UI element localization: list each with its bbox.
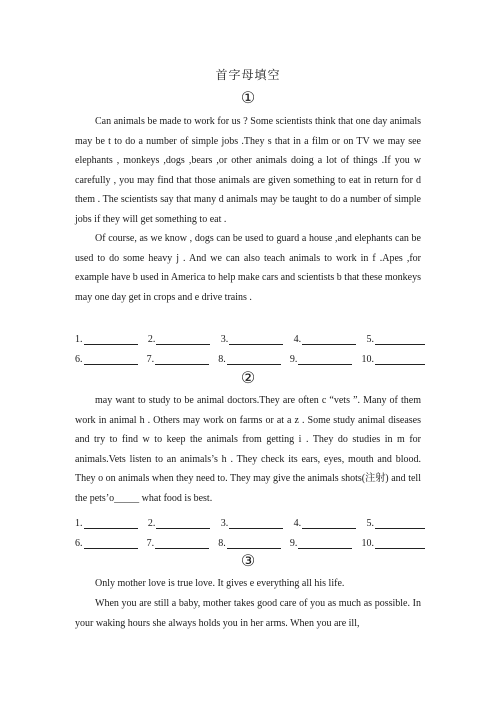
answer-line[interactable] [302,333,356,345]
answer-line[interactable] [227,353,281,365]
answer-line[interactable] [227,537,281,549]
answer-line[interactable] [375,353,425,365]
answer-blank[interactable]: 3. [221,333,284,345]
section-number-2: ② [240,370,256,387]
answer-line[interactable] [375,333,425,345]
answer-blank[interactable]: 10. [362,537,426,549]
section-1-paragraph-2: Of course, as we know , dogs can be used to guard a house ,and elephants can be used to do some heavy j . And we can also teach animals to work in f .Apes ,for example have b used in America to help make cars and scientists b that these monkeys may one day get in crops and e drive trains . [75,233,421,303]
answer-line[interactable] [229,517,283,529]
answer-blank[interactable]: 5. [367,333,426,345]
answer-blank[interactable]: 9. [290,353,353,365]
answer-blank[interactable]: 6. [75,537,138,549]
answer-row [75,325,425,345]
answer-blank[interactable]: 6. [75,353,138,365]
answer-blank[interactable]: 4. [294,333,357,345]
answer-line[interactable] [229,333,283,345]
answer-blank[interactable]: 10. [362,353,426,365]
answer-blank[interactable]: 2. [148,517,211,529]
answer-line[interactable] [84,333,138,345]
answer-line[interactable] [375,537,425,549]
section-1-answer-blanks [75,325,425,365]
answer-blank[interactable]: 7. [147,537,210,549]
answer-row [75,345,425,365]
answer-blank[interactable]: 3. [221,517,284,529]
section-2-paragraph-1: may want to study to be animal doctors.They are often c “vets ”. Many of them work in animal h . Others may work on farms or at a z . Some study animal diseases and try to find w to keep the animals from getting i . They do studies in m for animals.Vets listen to an animals’s h . They check its ears, eyes, mouth and blood. They o on animals when they need to. They may give the animals shots(注射) and tell the pets’o_____ what food is best. [75,395,421,504]
answer-line[interactable] [84,537,138,549]
answer-blank[interactable]: 4. [294,517,357,529]
section-2-answer-blanks [75,509,425,549]
answer-line[interactable] [155,353,209,365]
answer-row [75,529,425,549]
answer-blank[interactable]: 1. [75,517,138,529]
answer-blank[interactable]: 1. [75,333,138,345]
answer-line[interactable] [84,517,138,529]
answer-line[interactable] [155,537,209,549]
answer-row [75,509,425,529]
page-title: 首字母填空 [215,68,281,82]
answer-line[interactable] [84,353,138,365]
answer-line[interactable] [156,517,210,529]
answer-line[interactable] [298,537,352,549]
answer-line[interactable] [302,517,356,529]
answer-line[interactable] [298,353,352,365]
answer-blank[interactable]: 8. [218,353,281,365]
section-number-3: ③ [240,553,256,570]
answer-line[interactable] [156,333,210,345]
section-3-paragraph-1: Only mother love is true love. It gives e everything all his life. [95,578,345,589]
section-3-paragraph-2: When you are still a baby, mother takes good care of you as much as possible. In your waking hours she always holds you in her arms. When you are ill, [75,598,421,629]
answer-line[interactable] [375,517,425,529]
answer-blank[interactable]: 5. [367,517,426,529]
section-1-paragraph-1: Can animals be made to work for us ? Some scientists think that one day animals may be t to do a number of simple jobs .They s that in a film or on TV we may see elephants , monkeys ,dogs ,bears ,or other animals doing a lot of things .If you w carefully , you may find that those animals are given something to eat in return for d them . The scientists say that many d animals may be taught to do a number of simple jobs if they will get something to eat . [75,116,421,225]
answer-blank[interactable]: 8. [218,537,281,549]
answer-blank[interactable]: 7. [147,353,210,365]
section-number-1: ① [240,90,256,107]
answer-blank[interactable]: 9. [290,537,353,549]
answer-blank[interactable]: 2. [148,333,211,345]
